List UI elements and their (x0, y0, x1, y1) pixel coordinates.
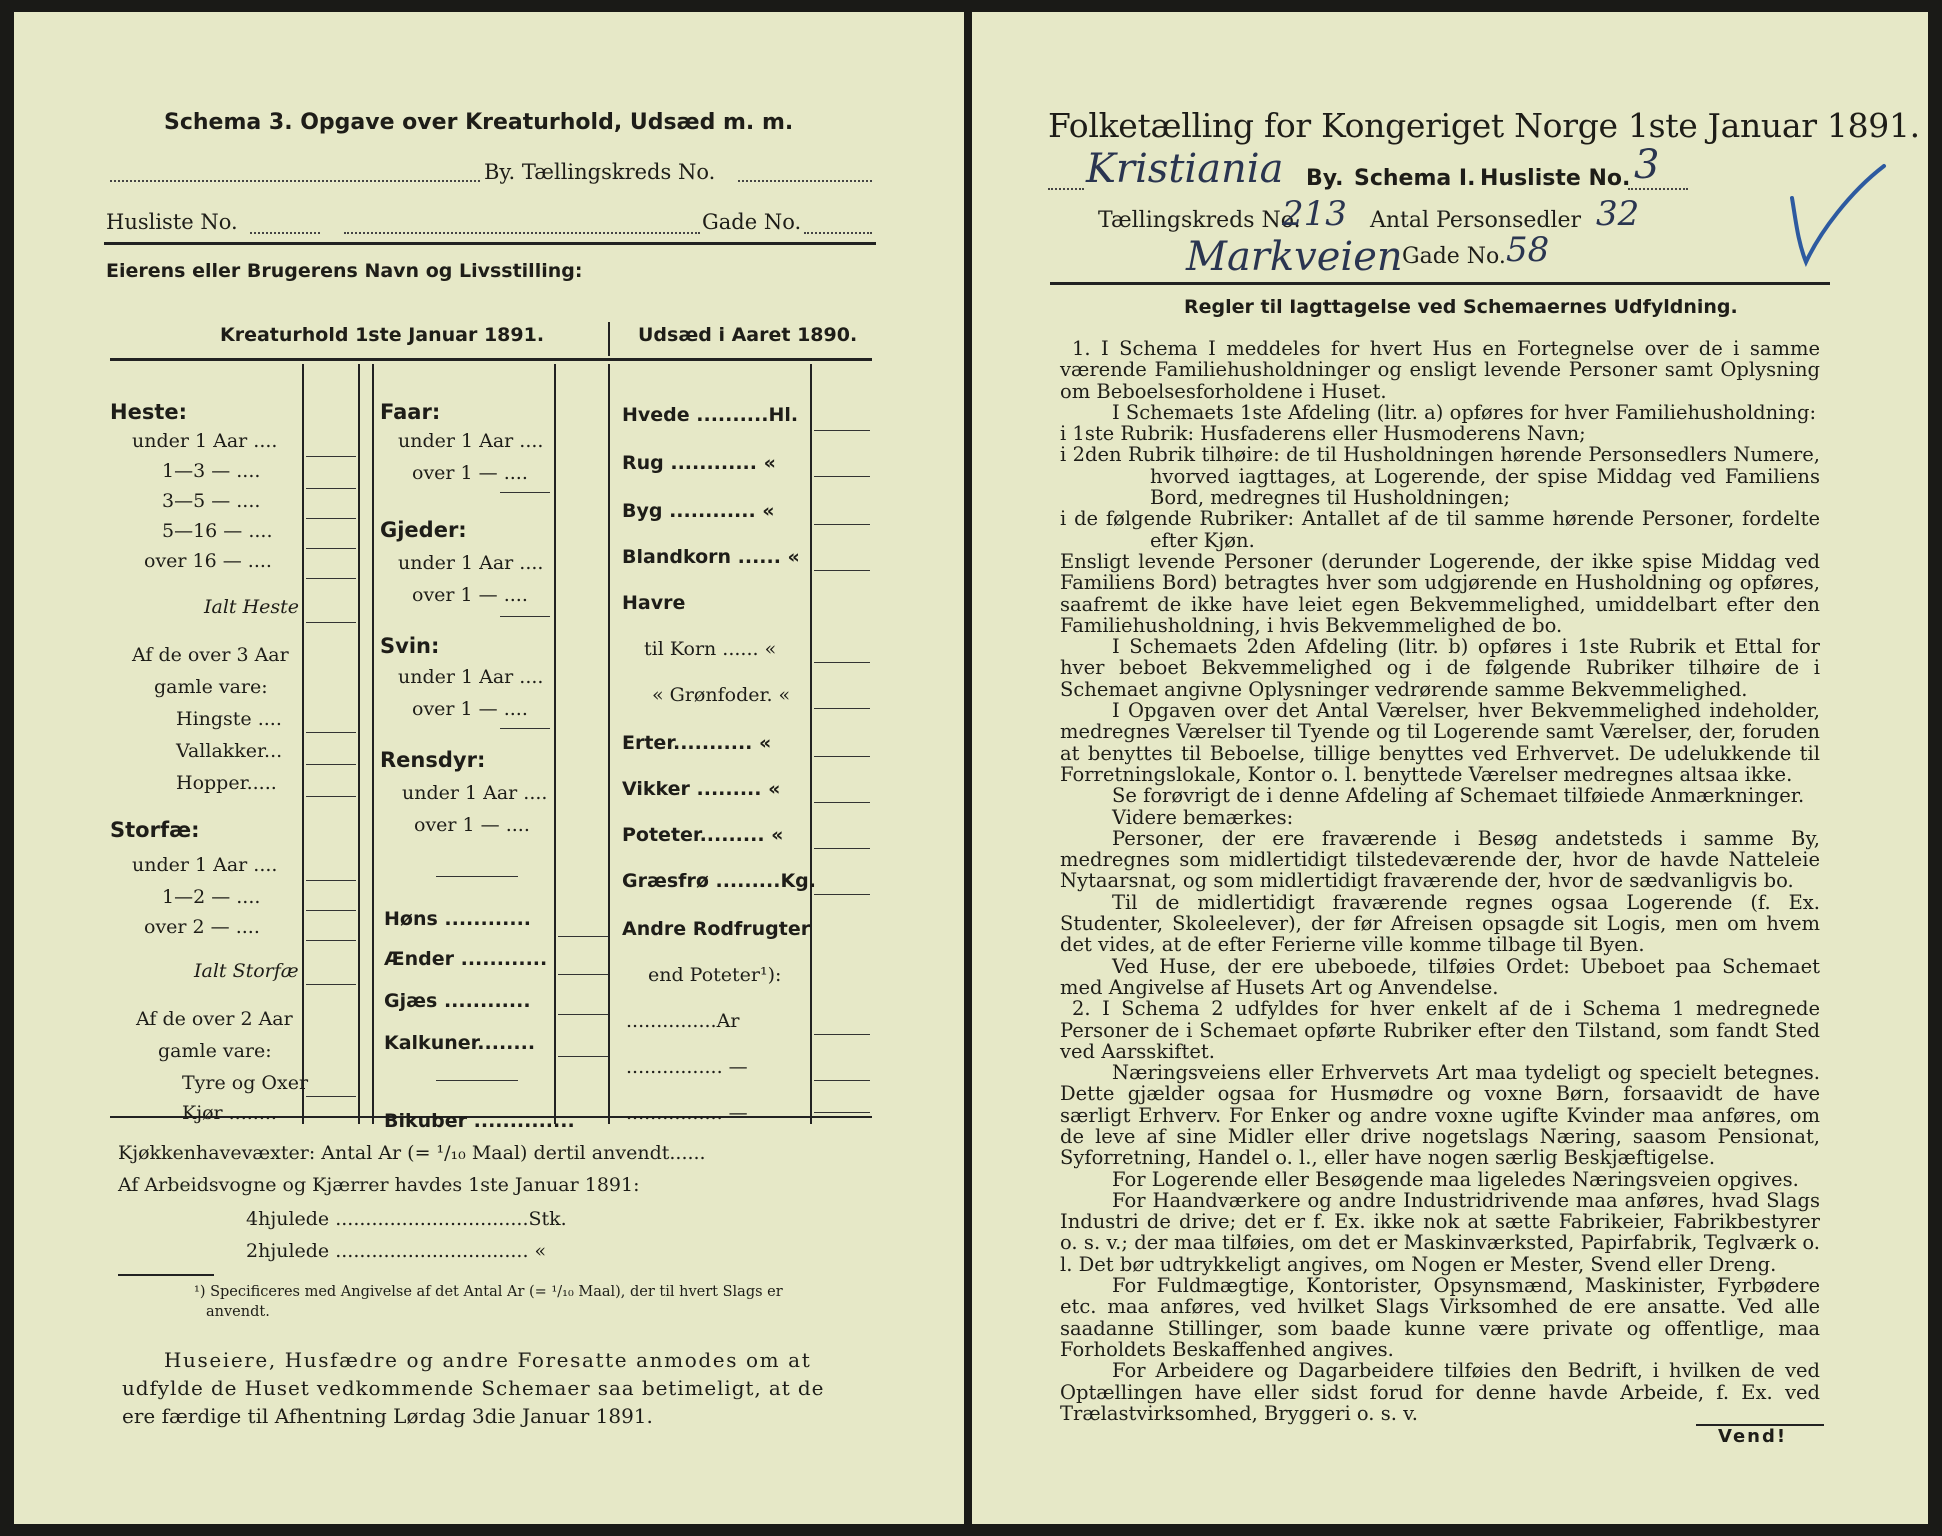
svin-title: Svin: (380, 634, 440, 658)
heste-row: under 1 Aar .... (132, 430, 278, 452)
faar-title: Faar: (380, 400, 441, 424)
rules-paragraph: Ved Huse, der ere ubeboede, tilføies Ordet: Ubeboet paa Schemaet med Angivelse af Husets Art og Anvendelse. (1060, 954, 1820, 999)
crop-row: Andre Rodfrugter (622, 918, 811, 940)
hjul4-line: 4hjulede ................................Stk. (246, 1208, 567, 1230)
storfae-sub-row: Kjør ........ (182, 1102, 277, 1124)
arbeidsvogne-line: Af Arbeidsvogne og Kjærrer havdes 1ste Januar 1891: (118, 1174, 640, 1196)
crop-row: « Grønfoder. « (652, 684, 791, 706)
notice-line: udfylde de Huset vedkommende Schemaer saa betimeligt, at de (122, 1376, 825, 1400)
rules-body (1060, 338, 1820, 1424)
fowl-gjaes: Gjæs ............ (384, 990, 531, 1012)
bikuber-label: Bikuber .............. (384, 1110, 575, 1132)
by-label: By. Tællingskreds No. (484, 160, 716, 184)
storfae-title: Storfæ: (110, 818, 200, 842)
crop-row: Havre (622, 592, 686, 614)
gade-label: Gade No. (1402, 244, 1506, 269)
rensdyr-title: Rensdyr: (380, 748, 486, 772)
rules-paragraph: For Haandværkere og andre Industridrivende maa anføres, hvad Slags Industri de drive; det er f. Ex. ikke nok at sætte Fabrikeier, Fabrikbestyrer o. s. v.; der maa tilføies, om det er Maskinværksted, Papirfabrik, Teglværk o. l. Det bør udtrykkeligt angives, om Nogen er Mester, Svend eller Dreng. (1060, 1188, 1820, 1276)
right-page (972, 12, 1928, 1524)
heste-sub-title: Af de over 3 Aar (132, 644, 289, 666)
svin-row: under 1 Aar .... (398, 666, 544, 688)
heste-title: Heste: (110, 400, 187, 424)
antal-value: 32 (1596, 194, 1640, 234)
notice-line: Huseiere, Husfædre og andre Foresatte anmodes om at (164, 1348, 812, 1372)
fowl-aender: Ænder ............ (384, 948, 548, 970)
by-handwritten: Kristiania (1086, 146, 1284, 192)
storfae-row: under 1 Aar .... (132, 854, 278, 876)
crop-row: Erter........... « (622, 732, 772, 754)
heste-row: 1—3 — .... (162, 460, 261, 482)
rules-paragraph: i 1ste Rubrik: Husfaderens eller Husmoderens Navn; (1060, 422, 1586, 446)
rules-paragraph: I Opgaven over det Antal Værelser, hver Bekvemmelighed indeholder, medregnes Værelser til Tyende og til Logerende samt Værelser, der, foruden at benyttes til Beboelse, tillige benyttes ved Erhvervet. De udelukkende til Forretningslokale, Kontor o. l. benyttede Værelser medregnes altsaa ikke. (1060, 699, 1820, 786)
schema-title: Schema 3. Opgave over Kreaturhold, Udsæd m. m. (164, 110, 794, 135)
gjeder-title: Gjeder: (380, 518, 467, 542)
col-header-udsaed: Udsæd i Aaret 1890. (638, 324, 858, 346)
gade-handwritten: Markveien (1186, 234, 1403, 280)
footnote-line: ¹) Specificeres med Angivelse af det Antal Ar (= ¹/₁₀ Maal), der til hvert Slags er (194, 1284, 783, 1300)
faar-row: under 1 Aar .... (398, 430, 544, 452)
gjeder-row: under 1 Aar .... (398, 552, 544, 574)
rules-paragraph: 1. I Schema I meddeles for hvert Hus en Fortegnelse over de i samme værende Familiehusholdninger og ensligt levende Personer samt Oplysning om Beboelsesforholdene i Huset. (1060, 337, 1820, 403)
storfae-sub-title: gamle vare: (158, 1040, 272, 1062)
checkmark-icon (1780, 162, 1890, 272)
rules-paragraph: Videre bemærkes: (1112, 805, 1294, 829)
rules-heading: Regler til Iagttagelse ved Schemaernes Udfyldning. (1184, 296, 1738, 318)
husliste-label: Husliste No. (1480, 166, 1631, 191)
heste-row: over 16 — .... (144, 550, 272, 572)
storfae-sub-title: Af de over 2 Aar (136, 1008, 293, 1030)
heste-sub-row: Hopper..... (176, 772, 277, 794)
svin-row: over 1 — .... (412, 698, 528, 720)
rules-paragraph: Til de midlertidigt fraværende regnes ogsaa Logerende (f. Ex. Studenter, Skoleelever), der før Afreisen opsagde sit Logis, men om hvem det vides, at de efter Ferierne ville komme tilbage til Byen. (1060, 890, 1820, 957)
rules-paragraph: Næringsveiens eller Erhvervets Art maa tydeligt og specielt betegnes. Dette gjælder ogsaa for Husmødre og voxne Børn, forsaavidt de have særligt Erhverv. For Enker og andre voxne ugifte Kvinder maa anføres, om de leve af sine Midler eller drive nogetslags Næring, saasom Pensionat, Syforretning, Handel o. l., eller have nogen særlig Beskjæftigelse. (1060, 1061, 1820, 1170)
fowl-kalkuner: Kalkuner........ (384, 1032, 536, 1054)
crop-row: ...............Ar (626, 1010, 740, 1032)
kreds-value: 213 (1282, 194, 1347, 234)
heste-row: 5—16 — .... (162, 520, 273, 542)
heste-total: Ialt Heste (204, 596, 300, 618)
heste-sub-title: gamle vare: (154, 676, 268, 698)
by-label: By. (1306, 166, 1344, 191)
census-title: Folketælling for Kongeriget Norge 1ste Januar 1891. (1048, 106, 1920, 145)
storfae-row: over 2 — .... (144, 916, 260, 938)
husliste-label: Husliste No. (106, 210, 238, 234)
rules-paragraph: For Logerende eller Besøgende maa ligeledes Næringsveien opgives. (1112, 1167, 1799, 1191)
owner-label: Eierens eller Brugerens Navn og Livsstilling: (106, 260, 583, 282)
crop-row: Byg ............ « (622, 500, 775, 522)
left-page (14, 12, 964, 1524)
rules-paragraph: For Arbeidere og Dagarbeidere tilføies den Bedrift, i hvilken de ved Optællingen have eller sidst forud for denne havde Arbeide, f. Ex. ved Trælastvirksomhed, Bryggeri o. s. v. (1060, 1359, 1820, 1425)
crop-row: ................ — (626, 1056, 748, 1078)
heste-sub-row: Hingste .... (176, 708, 282, 730)
rules-paragraph: Personer, der ere fraværende i Besøg andetsteds i samme By, medregnes som midlertidigt tilstedeværende der, hvor de havde Natteleie Nytaarsnat, og som midlertidigt fraværende der, hvor de sædvanligvis bo. (1060, 826, 1820, 893)
kjokkenhave-line: Kjøkkenhavevæxter: Antal Ar (= ¹/₁₀ Maal) dertil anvendt...... (118, 1142, 706, 1164)
storfae-total: Ialt Storfæ (194, 960, 299, 982)
rules-paragraph: I Schemaets 2den Afdeling (litr. b) opføres i 1ste Rubrik et Ettal for hver beboet Bekvemmelighed og i de følgende Rubriker tilhøire de i Schemaet angivne Oplysninger vedrørende samme Bekvemmelighed. (1060, 635, 1820, 701)
rensdyr-row: under 1 Aar .... (402, 782, 548, 804)
crop-row: end Poteter¹): (648, 964, 782, 986)
crop-row: Vikker ......... « (622, 778, 781, 800)
crop-row: Rug ............ « (622, 452, 776, 474)
storfae-sub-row: Tyre og Oxer (182, 1072, 309, 1094)
rules-paragraph: Ensligt levende Personer (derunder Logerende, der ikke spise Middag ved Familiens Bord) betragtes hver som udgjørende en Husholdning og opføres, saafremt de ikke have leiet egen Bekvemmelighed, umiddelbart efter den Familiehusholdning, i hvis Bekvemmelighed de bo. (1060, 549, 1820, 637)
crop-row: til Korn ...... « (644, 638, 777, 660)
col-header-kreaturhold: Kreaturhold 1ste Januar 1891. (220, 324, 545, 346)
rules-paragraph: i de følgende Rubriker: Antallet af de til samme hørende Personer, fordelte efter Kjøn. (1060, 507, 1820, 552)
vend-label: Vend! (1718, 1426, 1788, 1447)
footnote-line: anvendt. (206, 1304, 270, 1320)
notice-line: ere færdige til Afhentning Lørdag 3die Januar 1891. (122, 1404, 653, 1428)
rules-paragraph: For Fuldmægtige, Kontorister, Opsynsmænd, Maskinister, Fyrbødere etc. maa anføres, ved hvilket Slags Virksomhed de ere ansatte. Ved alle saadanne Stillinger, som baade kunne være private og offentlige, maa Forholdets Beskaffenhed angives. (1060, 1274, 1820, 1361)
fowl-hons: Høns ............ (384, 908, 532, 930)
rensdyr-row: over 1 — .... (414, 814, 530, 836)
crop-row: Hvede ..........Hl. (622, 404, 799, 426)
storfae-row: 1—2 — .... (162, 886, 261, 908)
schema-label: Schema I. (1354, 166, 1476, 191)
heste-row: 3—5 — .... (162, 490, 261, 512)
crop-row: Græsfrø .........Kg. (622, 870, 816, 892)
rules-paragraph: i 2den Rubrik tilhøire: de til Husholdningen hørende Personsedlers Numere, hvorved iagttages, at Logerende, der spise Middag ved Familiens Bord, medregnes til Husholdningen; (1060, 443, 1820, 510)
gjeder-row: over 1 — .... (412, 584, 528, 606)
crop-row: ................ — (626, 1102, 748, 1124)
rules-paragraph: Se forøvrigt de i denne Afdeling af Schemaet tilføiede Anmærkninger. (1112, 784, 1805, 808)
rules-paragraph: 2. I Schema 2 udfyldes for hver enkelt af de i Schema 1 medregnede Personer de i Schemaet opførte Rubriker efter den Tilstand, som fandt Sted ved Aarsskiftet. (1060, 997, 1820, 1063)
crop-row: Poteter......... « (622, 824, 784, 846)
heste-sub-row: Vallakker... (176, 740, 283, 762)
gade-value: 58 (1506, 230, 1550, 270)
gade-label: Gade No. (702, 210, 802, 234)
hjul2-line: 2hjulede ................................ « (246, 1240, 547, 1262)
crop-row: Blandkorn ...... « (622, 546, 800, 568)
kreds-label: Tællingskreds No. (1098, 208, 1301, 233)
rules-paragraph: I Schemaets 1ste Afdeling (litr. a) opføres for hver Familiehusholdning: (1112, 400, 1817, 424)
husliste-value: 3 (1634, 142, 1660, 188)
antal-label: Antal Personsedler (1370, 208, 1582, 233)
faar-row: over 1 — .... (412, 462, 528, 484)
